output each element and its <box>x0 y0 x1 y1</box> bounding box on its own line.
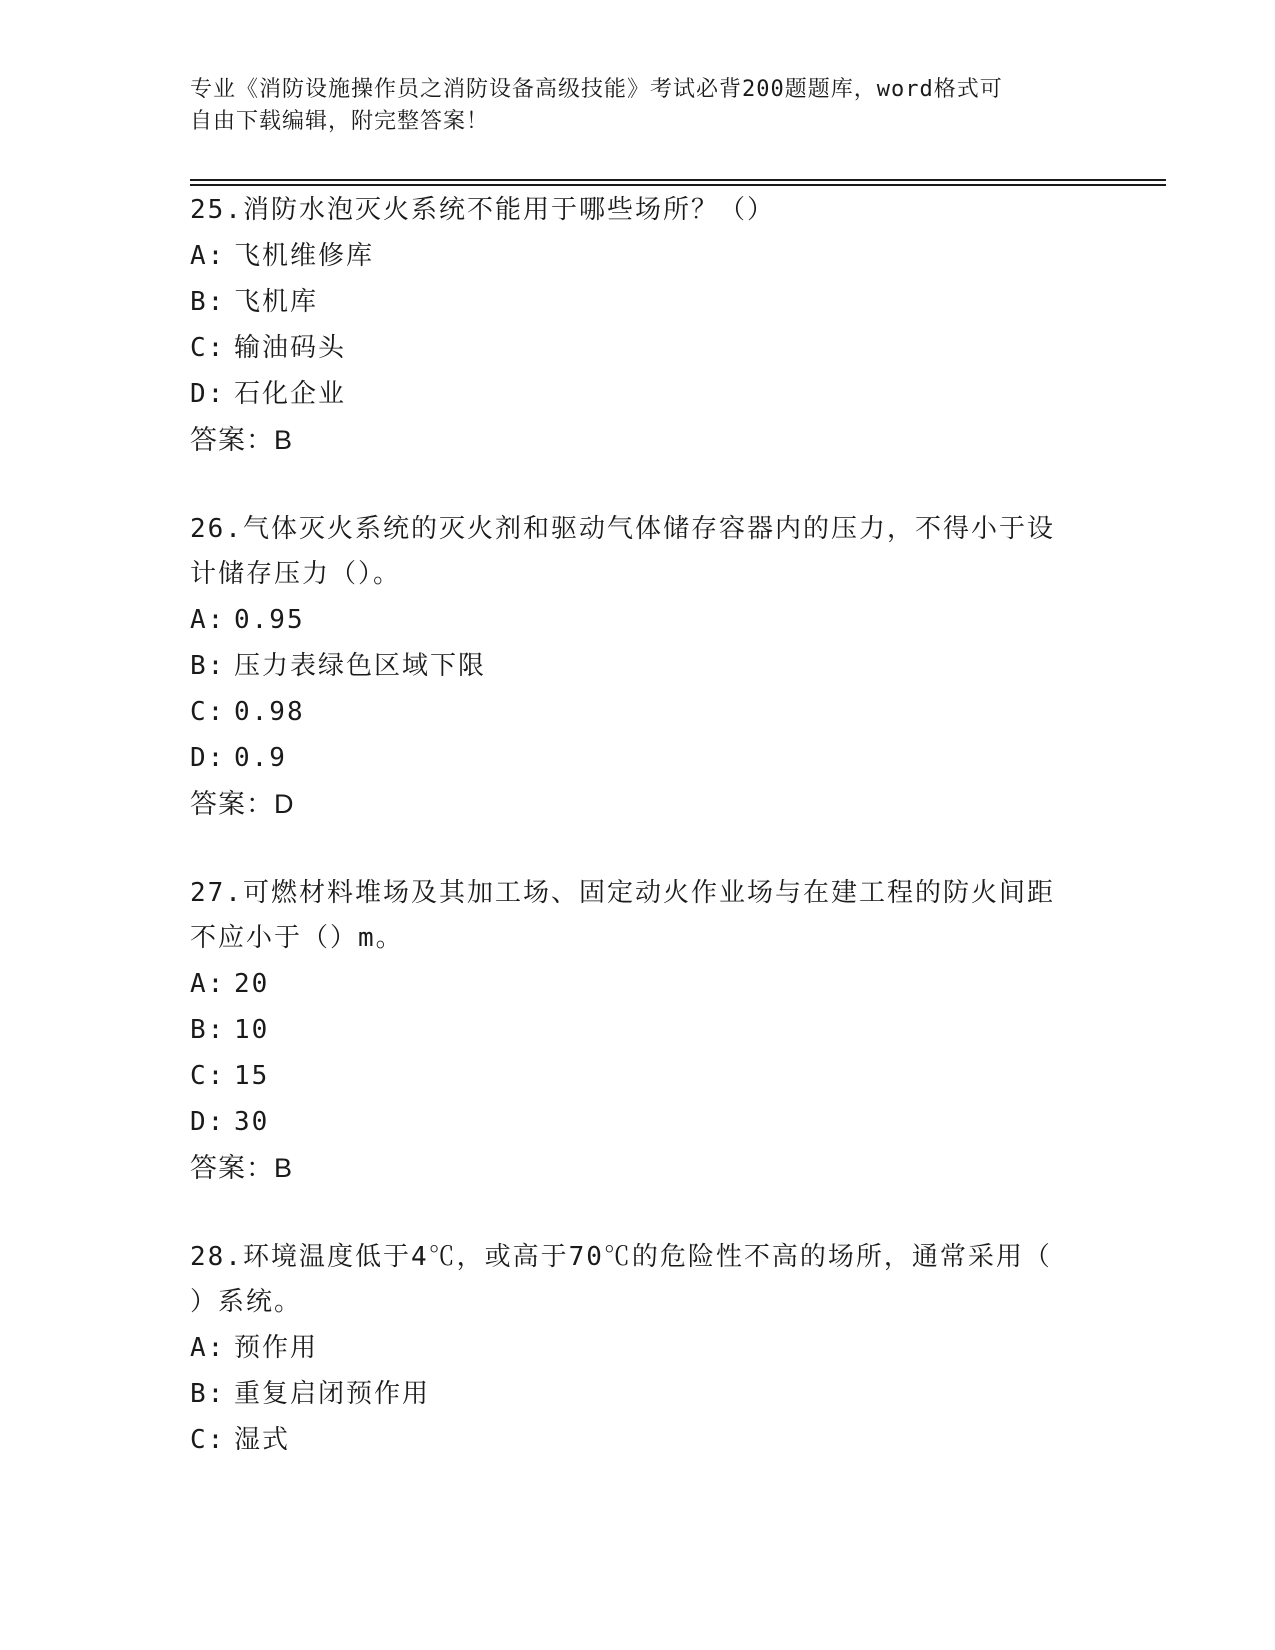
question-stem <box>190 1235 1090 1325</box>
question-stem-line: 27.可燃材料堆场及其加工场、固定动火作业场与在建工程的防火间距 <box>190 878 1055 908</box>
question-stem-line: 计储存压力（）。 <box>190 559 402 589</box>
question-stem <box>190 871 1090 961</box>
option-d: D: 30 <box>190 1107 270 1137</box>
option-c: C: 湿式 <box>190 1425 291 1455</box>
option-a: A: 0.95 <box>190 605 305 635</box>
option-c: C: 15 <box>190 1061 270 1091</box>
option-a: A: 预作用 <box>190 1333 319 1363</box>
document-header <box>190 74 1090 138</box>
header-divider-bottom <box>190 184 1166 186</box>
question-stem-line: 不应小于（）m。 <box>190 923 404 953</box>
question-list <box>190 188 1090 1463</box>
answer-text: 答案：B <box>190 1153 294 1183</box>
option-d: D: 石化企业 <box>190 379 347 409</box>
option-d: D: 0.9 <box>190 743 287 773</box>
option-b: B: 重复启闭预作用 <box>190 1379 431 1409</box>
header-line-2: 自由下载编辑，附完整答案！ <box>190 109 490 134</box>
answer-text: 答案：B <box>190 425 294 455</box>
question-stem-line: ）系统。 <box>190 1287 303 1317</box>
option-b: B: 飞机库 <box>190 287 319 317</box>
question-26 <box>190 507 1090 827</box>
question-27 <box>190 871 1090 1191</box>
question-28 <box>190 1235 1090 1463</box>
header-line-1: 专业《消防设施操作员之消防设备高级技能》考试必背200题题库，word格式可 <box>190 77 1003 102</box>
question-stem <box>190 507 1090 597</box>
option-b: B: 压力表绿色区域下限 <box>190 651 487 681</box>
option-c: C: 输油码头 <box>190 333 347 363</box>
question-stem-line: 25.消防水泡灭火系统不能用于哪些场所？（） <box>190 195 775 225</box>
question-stem-line: 26.气体灭火系统的灭火剂和驱动气体储存容器内的压力，不得小于设 <box>190 514 1055 544</box>
option-c: C: 0.98 <box>190 697 305 727</box>
question-25 <box>190 188 1090 463</box>
header-divider-top <box>190 179 1166 181</box>
question-stem-line: 28.环境温度低于4℃，或高于70℃的危险性不高的场所，通常采用（ <box>190 1242 1052 1272</box>
question-stem <box>190 188 1090 233</box>
answer-text: 答案：D <box>190 789 295 819</box>
option-a: A: 20 <box>190 969 270 999</box>
option-a: A: 飞机维修库 <box>190 241 375 271</box>
option-b: B: 10 <box>190 1015 270 1045</box>
